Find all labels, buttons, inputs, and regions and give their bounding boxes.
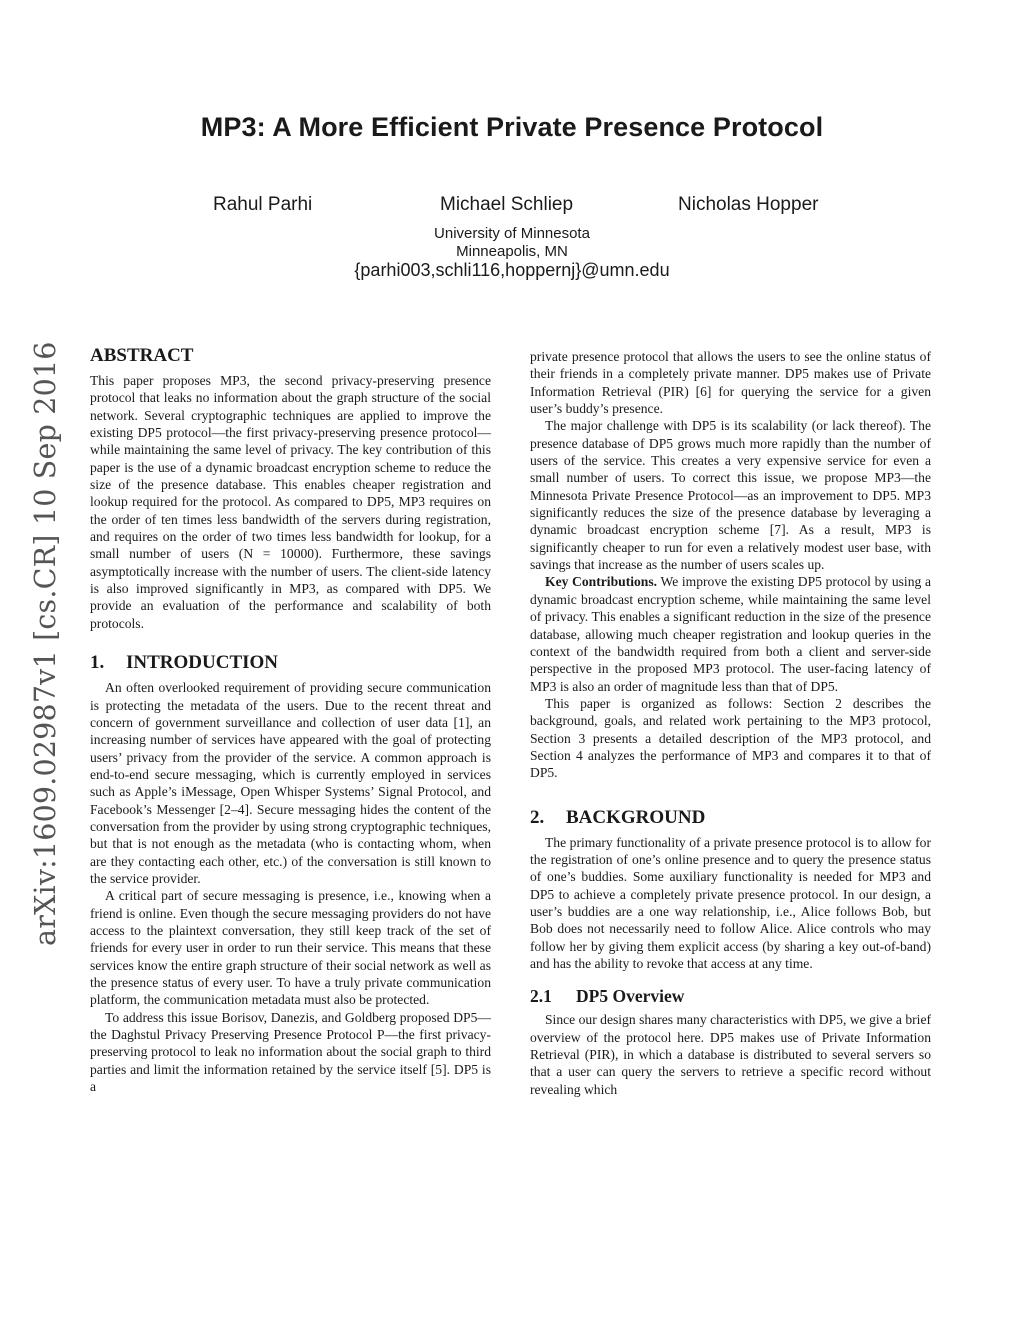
organization-paragraph: This paper is organized as follows: Section 2 describes the background, goals, and related work pertaining to the MP3 protocol, Section 3 presents a detailed description of the MP3 protocol, and Section 4 analyzes the performance of MP3 and compares it to that of DP5. [530,695,931,781]
intro-paragraph: To address this issue Borisov, Danezis, and Goldberg proposed DP5—the Daghstul Privacy Preserving Presence Protocol P—the first privacy-preserving protocol to leak no information about the social graph to third parties and limit the information retained by the service itself [5]. DP5 is a [90,1009,491,1095]
author-name: Rahul Parhi [213,194,313,215]
abstract-heading: ABSTRACT [90,345,194,366]
arxiv-identifier: arXiv:1609.02987v1 [cs.CR] 10 Sep 2016 [29,341,62,946]
dp5-overview-paragraph: Since our design shares many characteristics with DP5, we give a brief overview of the protocol here. DP5 makes use of Private Information Retrieval (PIR), in which a database is distributed to several servers so that a user can query the servers to retrieve a specific record without revealing which [530,1012,931,1097]
right-column [530,348,931,1098]
intro-paragraph: A critical part of secure messaging is presence, i.e., knowing when a friend is online. Even though the secure messaging providers do not have access to the plaintext conversation, they still keep track of the set of friends for every user in order to run their service. This means that these services know the entire graph structure of their social network as well as the presence status of every user. To have a truly private communication platform, the communication metadata must also be protected. [90,888,491,1008]
intro-paragraph: The major challenge with DP5 is its scalability (or lack thereof). The presence database of DP5 grows much more rapidly than the number of users of the service. This creates a very expensive service for even a small number of users. To correct this issue, we propose MP3—the Minnesota Private Presence Protocol—as an improvement to DP5. MP3 significantly reduces the size of the presence database by leveraging a dynamic broadcast encryption scheme [7]. As a result, MP3 is significantly cheaper to run for even a relatively modest user base, with savings that increase as the number of users scales up. [530,418,931,573]
author-name: Michael Schliep [440,194,574,215]
left-column [90,345,491,1095]
author-name: Nicholas Hopper [678,194,819,215]
author-email: {parhi003,schli116,hoppernj}@umn.edu [354,260,670,280]
affiliation-university: University of Minnesota [434,225,590,242]
abstract-text: This paper proposes MP3, the second privacy-preserving presence protocol that leaks no information about the graph structure of the social network. Several cryptographic techniques are applied to improve the existing DP5 protocol—the first privacy-preserving presence protocol—while maintaining the same level of privacy. The key contribution of this paper is the use of a dynamic broadcast encryption scheme to reduce the size of the presence database. This enables cheaper registration and lookup required for the protocol. As compared to DP5, MP3 requires on the order of ten times less bandwidth of the servers during registration, and requires on the order of two times less bandwidth for lookup, for a small number of users (N = 10000). Furthermore, these savings asymptotically increase with the number of users. The client-side latency is also improved significantly in MP3, as compared with DP5. We provide an evaluation of the performance and scalability of both protocols. [90,373,491,631]
intro-paragraph: An often overlooked requirement of providing secure communication is protecting the metadata of the users. Due to the recent threat and concern of government surveillance and collection of user data [1], an increasing number of services have appeared with the goal of protecting users’ privacy from the provider of the service. A common approach is end-to-end secure messaging, which is currently employed in services such as Apple’s iMessage, Open Whisper Systems’ Signal Protocol, and Facebook’s Messenger [2–4]. Secure messaging hides the content of the conversation from the provider by using strong cryptographic techniques, but that is not enough as the metadata (who is contacting whom, when are they contacting each other, etc.) of the conversation is still known to the service provider. [90,680,491,886]
subsection-heading-dp5-overview: 2.1 DP5 Overview [530,986,685,1007]
paper-title: MP3: A More Efficient Private Presence Protocol [200,112,824,142]
section-heading-background: 2. BACKGROUND [530,806,706,828]
section-heading-introduction: 1. INTRODUCTION [90,652,279,674]
key-contributions-paragraph [530,573,931,694]
affiliation-location: Minneapolis, MN [456,243,568,260]
intro-continuation: private presence protocol that allows the users to see the online status of their friends in a completely private manner. DP5 makes use of Private Information Retrieval (PIR) [6] for querying the service for a given user’s buddy’s presence. [530,349,931,417]
background-paragraph: The primary functionality of a private presence protocol is to allow for the registration of one’s online presence and to query the presence status of one’s buddies. Some auxiliary functionality is needed for MP3 and DP5 to achieve a completely private presence protocol. In our design, a user’s buddies are a one way relationship, i.e., Alice follows Bob, but Bob does not necessarily need to follow Alice. Alice controls who may follow her by giving them explicit access (by sharing a key out-of-band) and has the ability to revoke that access at any time. [530,834,931,971]
key-contributions-text: We improve the existing DP5 protocol by using a dynamic broadcast encryption scheme, while maintaining the same level of privacy. This enables a significant reduction in the size of the presence database, allowing much cheaper registration and lookup queries in the context of the bandwidth required from both a client and server-side perspective in the proposed MP3 protocol. The user-facing latency of MP3 is also an order of magnitude less than that of DP5. [530,574,931,694]
key-contributions-label: Key Contributions. [545,574,658,590]
